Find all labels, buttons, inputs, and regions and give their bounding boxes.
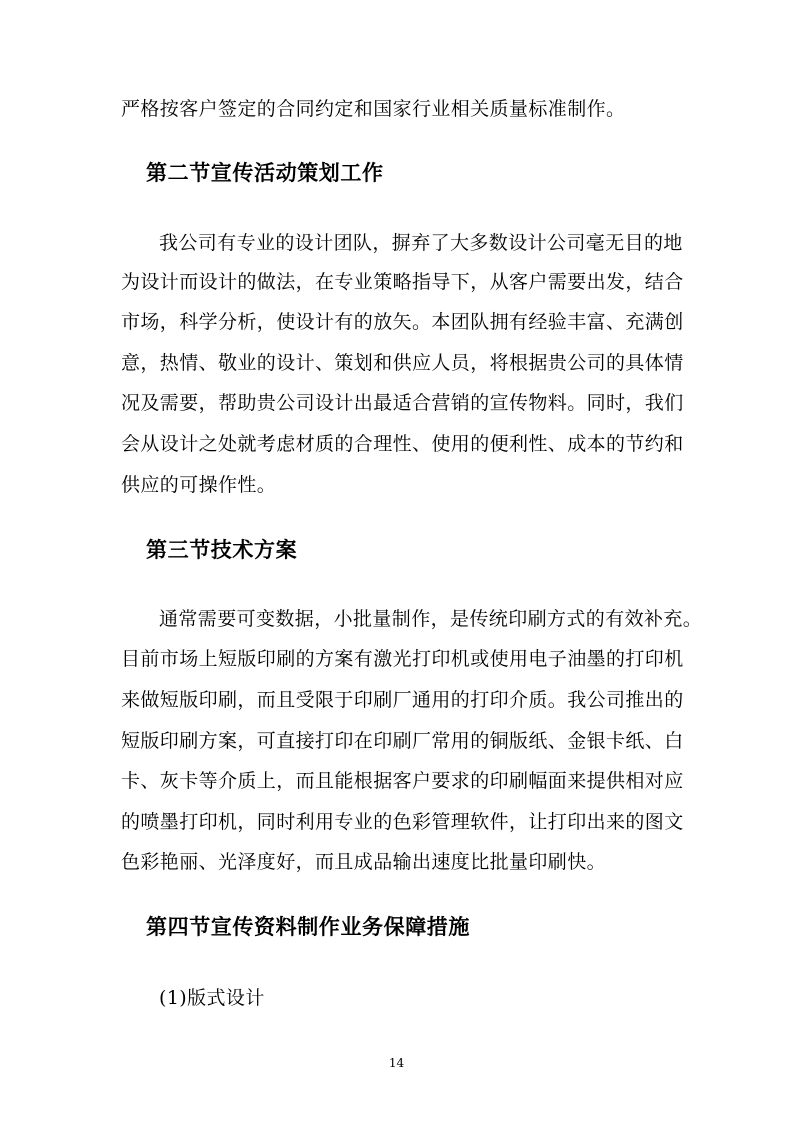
paragraph-line: 色彩艳丽、光泽度好，而且成品输出速度比批量印刷快。 <box>121 851 607 873</box>
section-heading-3: 第三节技术方案 <box>146 537 298 562</box>
section-heading-4: 第四节宣传资料制作业务保障措施 <box>146 914 470 939</box>
paragraph-line: 通常需要可变数据，小批量制作，是传统印刷方式的有效补充。 <box>159 608 703 630</box>
paragraph-line: 严格按客户签定的合同约定和国家行业相关质量标准制作。 <box>121 98 626 120</box>
paragraph-line: 供应的可操作性。 <box>121 474 277 496</box>
paragraph-line: 来做短版印刷，而且受限于印刷厂通用的打印介质。我公司推出的 <box>121 689 684 711</box>
paragraph-line: 为设计而设计的做法，在专业策略指导下，从客户需要出发，结合 <box>121 271 684 293</box>
paragraph-line: 目前市场上短版印刷的方案有激光打印机或使用电子油墨的打印机 <box>121 648 684 670</box>
list-item: (1)版式设计 <box>159 987 265 1009</box>
paragraph-line: 的喷墨打印机，同时利用专业的色彩管理软件，让打印出来的图文 <box>121 811 684 833</box>
paragraph-line: 会从设计之处就考虑材质的合理性、使用的便利性、成本的节约和 <box>121 433 684 455</box>
paragraph-line: 市场，科学分析，使设计有的放矢。本团队拥有经验丰富、充满创 <box>121 311 684 333</box>
page-number: 14 <box>388 1056 405 1070</box>
paragraph-line: 短版印刷方案，可直接打印在印刷厂常用的铜版纸、金银卡纸、白 <box>121 730 684 752</box>
paragraph-line: 我公司有专业的设计团队，摒弃了大多数设计公司毫无目的地 <box>159 232 683 254</box>
section-heading-2: 第二节宣传活动策划工作 <box>146 160 384 185</box>
paragraph-line: 况及需要，帮助贵公司设计出最适合营销的宣传物料。同时，我们 <box>121 392 684 414</box>
paragraph-line: 卡、灰卡等介质上，而且能根据客户要求的印刷幅面来提供相对应 <box>121 770 684 792</box>
paragraph-line: 意，热情、敬业的设计、策划和供应人员，将根据贵公司的具体情 <box>121 352 684 374</box>
